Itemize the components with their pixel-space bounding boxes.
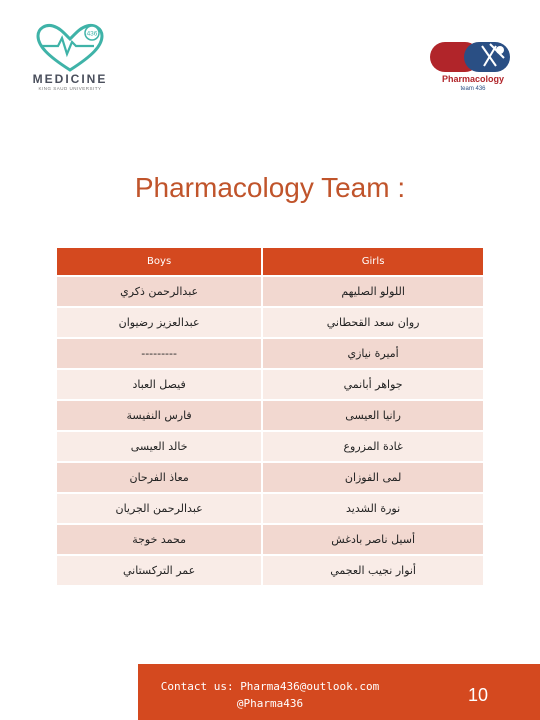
table-row <box>57 275 483 306</box>
girl-name-cell: رانيا العيسى <box>261 399 483 430</box>
boy-name-cell: فيصل العباد <box>57 368 261 399</box>
table-row <box>57 554 483 585</box>
pharmacology-logo-text: Pharmacology <box>441 74 505 84</box>
capsule-logo-icon <box>424 36 516 76</box>
table-header-row <box>57 248 483 275</box>
table-row <box>57 306 483 337</box>
table-row <box>57 399 483 430</box>
medicine-number: 436 <box>86 30 98 38</box>
girl-name-cell: جواهر أبانمي <box>261 368 483 399</box>
boy-name-cell: عمر التركستاني <box>57 554 261 585</box>
medicine-logo-subtext: KING SAUD UNIVERSITY <box>38 86 102 91</box>
table-row <box>57 368 483 399</box>
footer-handle[interactable]: @Pharma436 <box>236 697 304 710</box>
medicine-logo-text: MEDICINE <box>32 72 108 86</box>
footer-contact-email[interactable]: Contact us: Pharma436@outlook.com <box>160 680 380 693</box>
boy-name-cell: محمد خوجة <box>57 523 261 554</box>
column-header-boys: Boys <box>57 248 261 275</box>
boy-name-cell: عبدالرحمن ذكري <box>57 275 261 306</box>
girl-name-cell: اللولو الصليهم <box>261 275 483 306</box>
boy-name-cell: عبدالعزيز رضيوان <box>57 306 261 337</box>
girl-name-cell: نورة الشديد <box>261 492 483 523</box>
team-table <box>57 248 483 585</box>
table-row <box>57 430 483 461</box>
girl-name-cell: لمى الفوزان <box>261 461 483 492</box>
girl-name-cell: أميرة نيازي <box>261 337 483 368</box>
boy-name-cell: معاذ الفرحان <box>57 461 261 492</box>
heart-logo-icon <box>20 22 120 74</box>
page-number: 10 <box>467 685 489 705</box>
boy-name-cell: --------- <box>57 337 261 368</box>
table-row <box>57 337 483 368</box>
boy-name-cell: عبدالرحمن الجريان <box>57 492 261 523</box>
column-header-girls: Girls <box>261 248 483 275</box>
pharmacology-logo-team: team 436 <box>460 86 486 92</box>
page-title: Pharmacology Team : <box>134 172 406 203</box>
table-row <box>57 461 483 492</box>
table-row <box>57 492 483 523</box>
girl-name-cell: أسيل ناصر بادغش <box>261 523 483 554</box>
girl-name-cell: غادة المزروع <box>261 430 483 461</box>
boy-name-cell: فارس النفيسة <box>57 399 261 430</box>
girl-name-cell: روان سعد القحطاني <box>261 306 483 337</box>
boy-name-cell: خالد العيسى <box>57 430 261 461</box>
table-row <box>57 523 483 554</box>
girl-name-cell: أنوار نجيب العجمي <box>261 554 483 585</box>
